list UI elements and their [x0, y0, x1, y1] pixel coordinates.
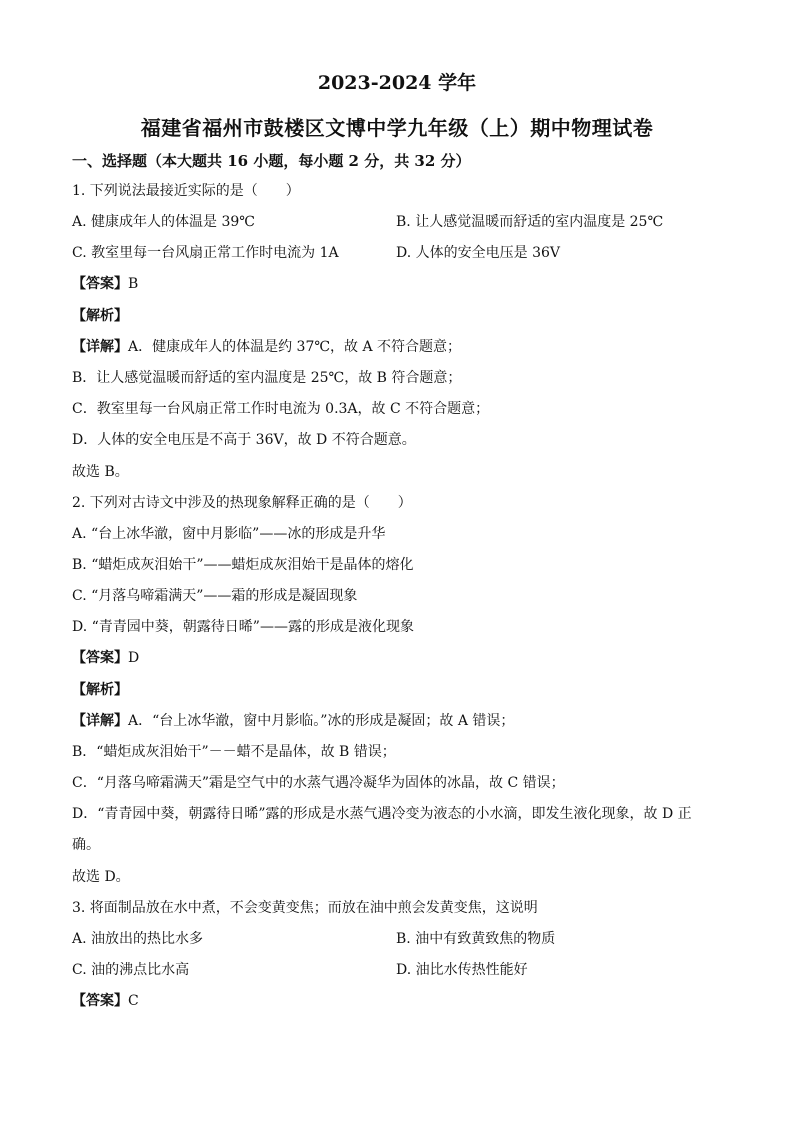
question-1-detail-b: B．让人感觉温暖而舒适的室内温度是 25℃，故 B 符合题意；: [72, 370, 462, 386]
question-3-option-a: A. 油放出的热比水多: [72, 931, 204, 947]
answer-label: 【答案】: [72, 650, 128, 666]
exam-title: 福建省福州市鼓楼区文博中学九年级（上）期中物理试卷: [140, 116, 654, 140]
question-3-option-b: B. 油中有致黄致焦的物质: [396, 931, 556, 947]
question-2-detail-d: D．“青青园中葵，朝露待日晞”露的形成是水蒸气遇冷变为液态的小水滴，即发生液化现象，故 D 正: [72, 806, 692, 822]
question-1-detail-c: C．教室里每一台风扇正常工作时电流为 0.3A，故 C 不符合题意；: [72, 401, 490, 417]
question-2-conclusion: 故选 D。: [72, 869, 130, 885]
answer-label: 【答案】: [72, 993, 128, 1009]
question-3-option-c: C. 油的沸点比水高: [72, 962, 190, 978]
question-2-answer: [72, 648, 139, 668]
question-3-option-d: D. 油比水传热性能好: [396, 962, 528, 978]
answer-value: D: [128, 650, 140, 666]
question-3-answer: [72, 991, 139, 1011]
question-2-option-b: B. “蜡炬成灰泪始干”——蜡炬成灰泪始干是晶体的熔化: [72, 557, 414, 573]
answer-label: 【答案】: [72, 276, 128, 292]
question-2-detail-c: C．“月落乌啼霜满天”霜是空气中的水蒸气遇冷凝华为固体的冰晶，故 C 错误；: [72, 775, 565, 791]
question-1-option-a: A. 健康成年人的体温是 39℃: [72, 214, 255, 230]
question-1-option-b: B. 让人感觉温暖而舒适的室内温度是 25℃: [396, 214, 664, 230]
detail-text: A．“台上冰华澈，窗中月影临。”冰的形成是凝固；故 A 错误；: [128, 713, 515, 729]
question-1-answer: [72, 274, 138, 294]
detail-text: A．健康成年人的体温是约 37℃，故 A 不符合题意；: [128, 339, 462, 355]
question-1-detail-d: D．人体的安全电压是不高于 36V，故 D 不符合题意。: [72, 432, 416, 448]
detail-label: 【详解】: [72, 339, 128, 355]
answer-value: B: [128, 276, 139, 292]
section-heading: 一、选择题（本大题共 16 小题，每小题 2 分，共 32 分）: [72, 152, 471, 170]
question-1-option-d: D. 人体的安全电压是 36V: [396, 245, 561, 261]
question-1-conclusion: 故选 B。: [72, 464, 129, 480]
answer-value: C: [128, 993, 139, 1009]
question-2-option-d: D. “青青园中葵，朝露待日晞”——露的形成是液化现象: [72, 619, 414, 635]
question-1-analysis-label: 【解析】: [72, 308, 128, 324]
question-2-analysis-label: 【解析】: [72, 682, 128, 698]
question-2-stem: 2. 下列对古诗文中涉及的热现象解释正确的是（ ）: [72, 495, 412, 511]
question-2-detail-b: B．“蜡炬成灰泪始干”－－蜡不是晶体，故 B 错误；: [72, 744, 396, 760]
question-2-option-a: A. “台上冰华澈，窗中月影临”——冰的形成是升华: [72, 526, 386, 542]
exam-year: 2023-2024 学年: [317, 72, 477, 94]
question-1-stem: 1. 下列说法最接近实际的是（ ）: [72, 183, 300, 199]
detail-label: 【详解】: [72, 713, 128, 729]
question-3-stem: 3. 将面制品放在水中煮，不会变黄变焦；而放在油中煎会发黄变焦，这说明: [72, 900, 538, 916]
question-2-detail-d-cont: 确。: [72, 837, 100, 853]
question-1-detail-a: [72, 337, 461, 357]
question-2-option-c: C. “月落乌啼霜满天”——霜的形成是凝固现象: [72, 588, 358, 604]
question-2-detail-a: [72, 711, 514, 731]
question-1-option-c: C. 教室里每一台风扇正常工作时电流为 1A: [72, 245, 339, 261]
